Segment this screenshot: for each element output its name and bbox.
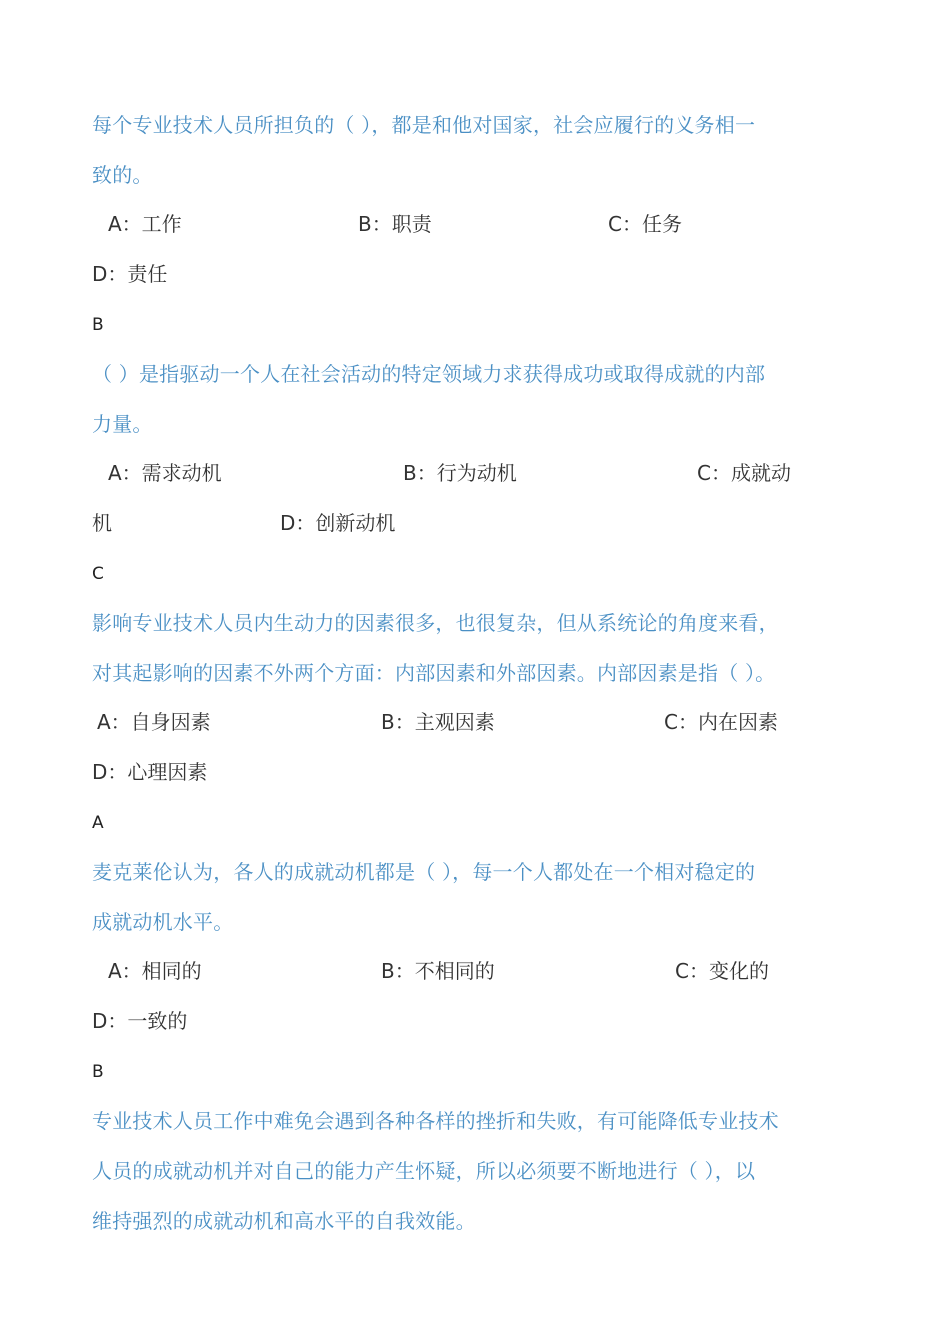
option-b: B：行为动机	[403, 461, 517, 485]
answer: A	[92, 813, 104, 833]
answer: B	[92, 1062, 104, 1082]
answer: B	[92, 315, 104, 335]
option-b: B：职责	[358, 212, 432, 236]
question-5-stem-line-1: 专业技术人员工作中难免会遇到各种各样的挫折和失败，有可能降低专业技术	[92, 1109, 779, 1133]
option-c: C：任务	[608, 212, 682, 236]
option-d: D：责任	[92, 262, 168, 286]
option-d: D：创新动机	[280, 511, 396, 535]
question-1-stem-line-2: 致的。	[92, 163, 153, 187]
question-3-stem-line-2: 对其起影响的因素不外两个方面：内部因素和外部因素。内部因素是指（ ）。	[92, 661, 776, 685]
option-d: D：心理因素	[92, 760, 208, 784]
answer: C	[92, 564, 104, 584]
option-b: B：不相同的	[381, 959, 495, 983]
question-5-stem-line-3: 维持强烈的成就动机和高水平的自我效能。	[92, 1209, 476, 1233]
option-c: C：内在因素	[664, 710, 778, 734]
question-5-stem-line-2: 人员的成就动机并对自己的能力产生怀疑，所以必须要不断地进行（ ），以	[92, 1159, 756, 1183]
option-a: A：需求动机	[108, 461, 222, 485]
option-b: B：主观因素	[381, 710, 495, 734]
question-1-stem-line-1: 每个专业技术人员所担负的（ ），都是和他对国家，社会应履行的义务相一	[92, 113, 756, 137]
option-d: D：一致的	[92, 1009, 188, 1033]
option-c: C：变化的	[675, 959, 769, 983]
question-2-stem-line-2: 力量。	[92, 412, 153, 436]
question-3-stem-line-1: 影响专业技术人员内生动力的因素很多，也很复杂，但从系统论的角度来看，	[92, 611, 779, 635]
option-c-continued: 机	[92, 511, 112, 535]
question-2-stem-line-1: （ ）是指驱动一个人在社会活动的特定领域力求获得成功或取得成就的内部	[92, 362, 766, 386]
question-4-stem-line-2: 成就动机水平。	[92, 910, 234, 934]
option-a: A：工作	[108, 212, 182, 236]
option-a: A：相同的	[108, 959, 202, 983]
option-c: C：成就动	[697, 461, 791, 485]
question-4-stem-line-1: 麦克莱伦认为，各人的成就动机都是（ ），每一个人都处在一个相对稳定的	[92, 860, 756, 884]
option-a: A：自身因素	[97, 710, 211, 734]
